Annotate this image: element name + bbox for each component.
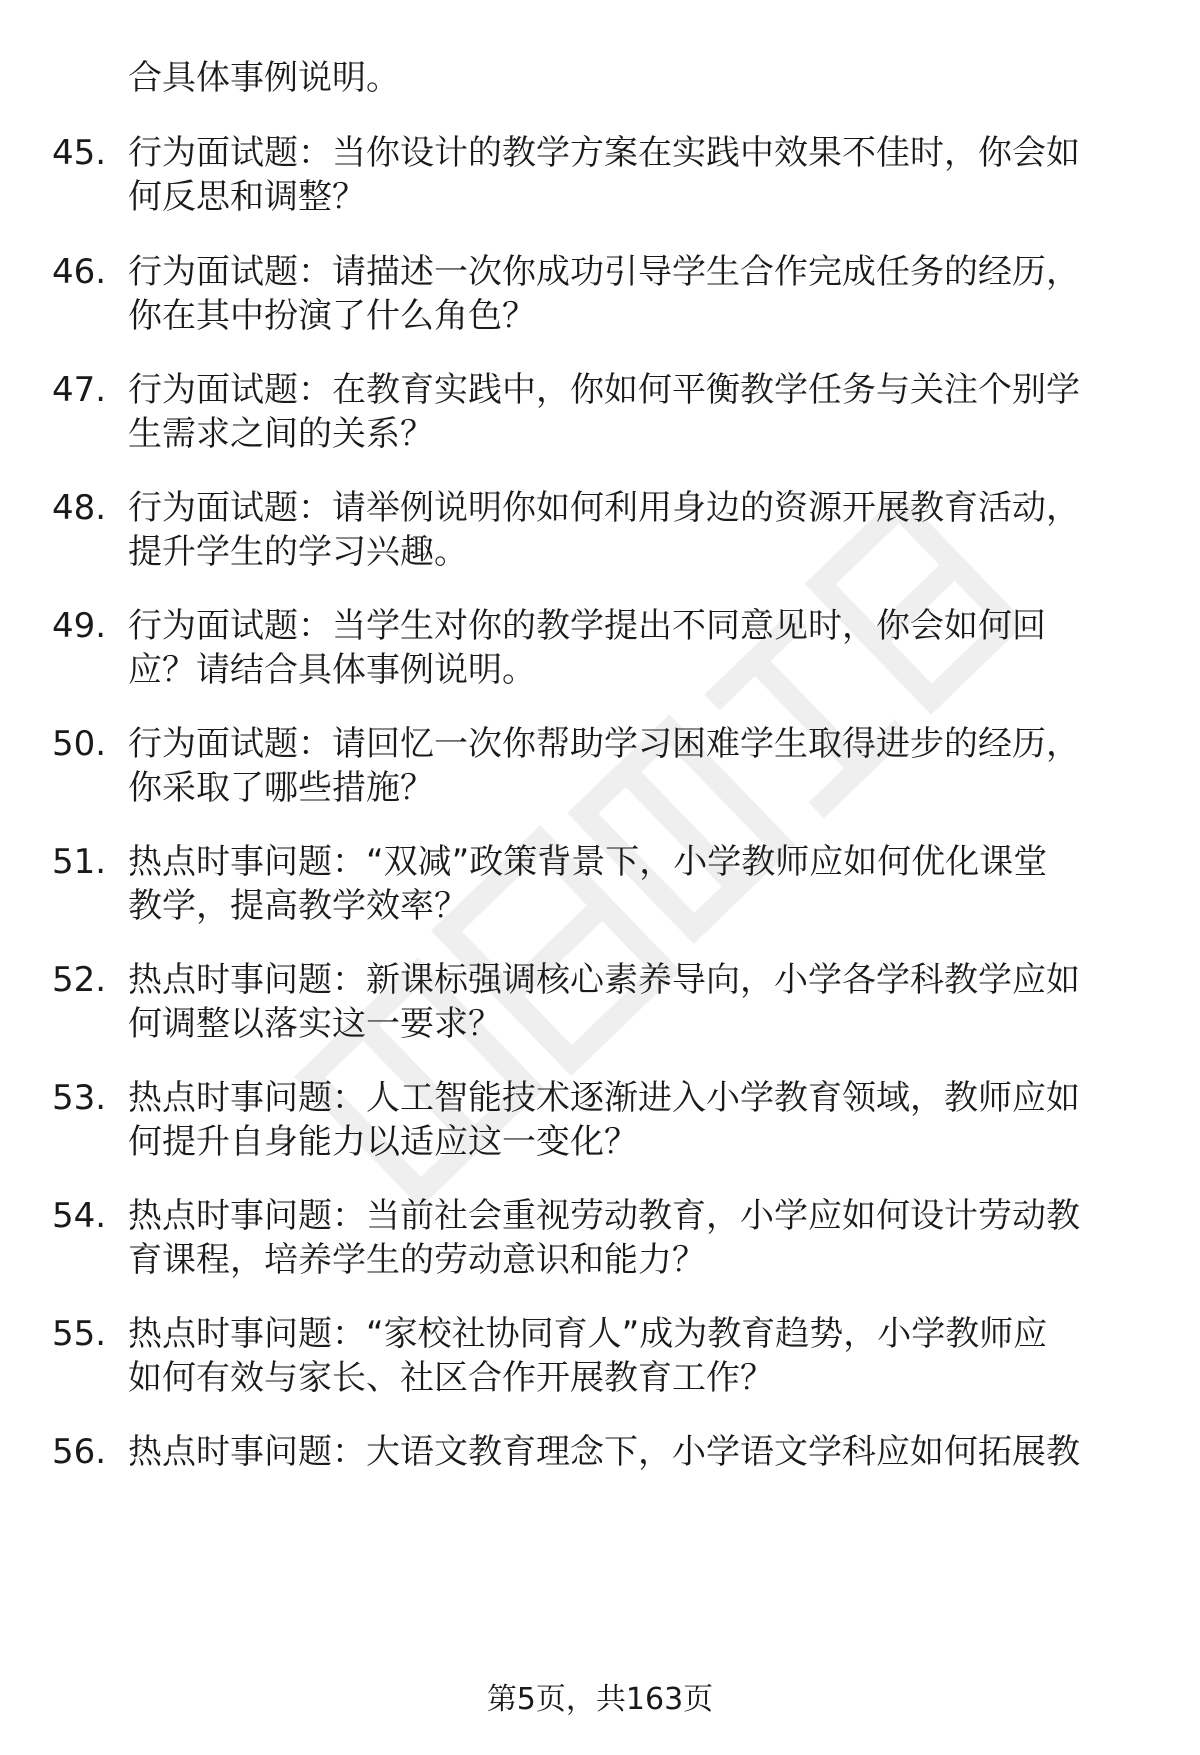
question-item xyxy=(52,604,1152,692)
question-number: 51. xyxy=(52,842,107,882)
question-line: 何反思和调整？ xyxy=(128,177,366,217)
question-item xyxy=(52,368,1152,456)
question-text xyxy=(128,1076,1128,1164)
question-text xyxy=(128,722,1128,810)
question-number: 54. xyxy=(52,1196,107,1236)
question-number: 52. xyxy=(52,960,107,1000)
question-number: 47. xyxy=(52,370,107,410)
question-line: 教学，提高教学效率？ xyxy=(128,886,468,926)
question-number: 48. xyxy=(52,488,107,528)
question-text xyxy=(128,250,1128,338)
question-line: 应？请结合具体事例说明。 xyxy=(128,650,536,690)
question-line: 行为面试题：请回忆一次你帮助学习困难学生取得进步的经历， xyxy=(128,724,1080,764)
question-text xyxy=(128,368,1128,456)
question-number: 49. xyxy=(52,606,107,646)
question-text xyxy=(128,1312,1128,1400)
question-number: 45. xyxy=(52,133,107,173)
question-item xyxy=(52,486,1152,574)
question-line: 热点时事问题：“家校社协同育人”成为教育趋势，小学教师应 xyxy=(128,1314,1048,1354)
question-item xyxy=(52,1312,1152,1400)
question-text xyxy=(128,840,1128,928)
question-line: 你在其中扮演了什么角色？ xyxy=(128,296,536,336)
question-text xyxy=(128,486,1128,574)
question-item xyxy=(52,131,1152,219)
question-line: 热点时事问题：大语文教育理念下，小学语文学科应如何拓展教 xyxy=(128,1432,1080,1472)
continuation-text: 合具体事例说明。 xyxy=(128,58,400,98)
question-item xyxy=(52,722,1152,810)
question-line: 热点时事问题：人工智能技术逐渐进入小学教育领域，教师应如 xyxy=(128,1078,1080,1118)
question-line: 行为面试题：当学生对你的教学提出不同意见时，你会如何回 xyxy=(128,606,1046,646)
question-item xyxy=(52,1076,1152,1164)
question-item xyxy=(52,250,1152,338)
question-item xyxy=(52,1430,1152,1474)
question-line: 何提升自身能力以适应这一变化？ xyxy=(128,1122,638,1162)
question-number: 56. xyxy=(52,1432,107,1472)
question-item xyxy=(52,840,1152,928)
question-line: 热点时事问题：当前社会重视劳动教育，小学应如何设计劳动教 xyxy=(128,1196,1080,1236)
question-text xyxy=(128,1194,1128,1282)
question-line: 育课程，培养学生的劳动意识和能力？ xyxy=(128,1240,706,1280)
question-number: 50. xyxy=(52,724,107,764)
question-line: 行为面试题：请举例说明你如何利用身边的资源开展教育活动， xyxy=(128,488,1080,528)
question-text xyxy=(128,131,1128,219)
question-number: 55. xyxy=(52,1314,107,1354)
question-number: 46. xyxy=(52,252,107,292)
question-text xyxy=(128,958,1128,1046)
question-line: 提升学生的学习兴趣。 xyxy=(128,532,468,572)
question-line: 行为面试题：当你设计的教学方案在实践中效果不佳时，你会如 xyxy=(128,133,1080,173)
question-number: 53. xyxy=(52,1078,107,1118)
question-line: 何调整以落实这一要求？ xyxy=(128,1004,502,1044)
question-line: 热点时事问题：“双减”政策背景下，小学教师应如何优化课堂 xyxy=(128,842,1048,882)
question-line: 热点时事问题：新课标强调核心素养导向，小学各学科教学应如 xyxy=(128,960,1080,1000)
page-indicator: 第5页，共163页 xyxy=(486,1682,714,1717)
question-item xyxy=(52,958,1152,1046)
question-line: 如何有效与家长、社区合作开展教育工作？ xyxy=(128,1358,774,1398)
question-text xyxy=(128,1430,1128,1474)
question-line: 你采取了哪些措施？ xyxy=(128,768,434,808)
question-item xyxy=(52,1194,1152,1282)
question-line: 行为面试题：在教育实践中，你如何平衡教学任务与关注个别学 xyxy=(128,370,1080,410)
question-line: 生需求之间的关系？ xyxy=(128,414,434,454)
question-line: 行为面试题：请描述一次你成功引导学生合作完成任务的经历， xyxy=(128,252,1080,292)
question-text xyxy=(128,604,1128,692)
